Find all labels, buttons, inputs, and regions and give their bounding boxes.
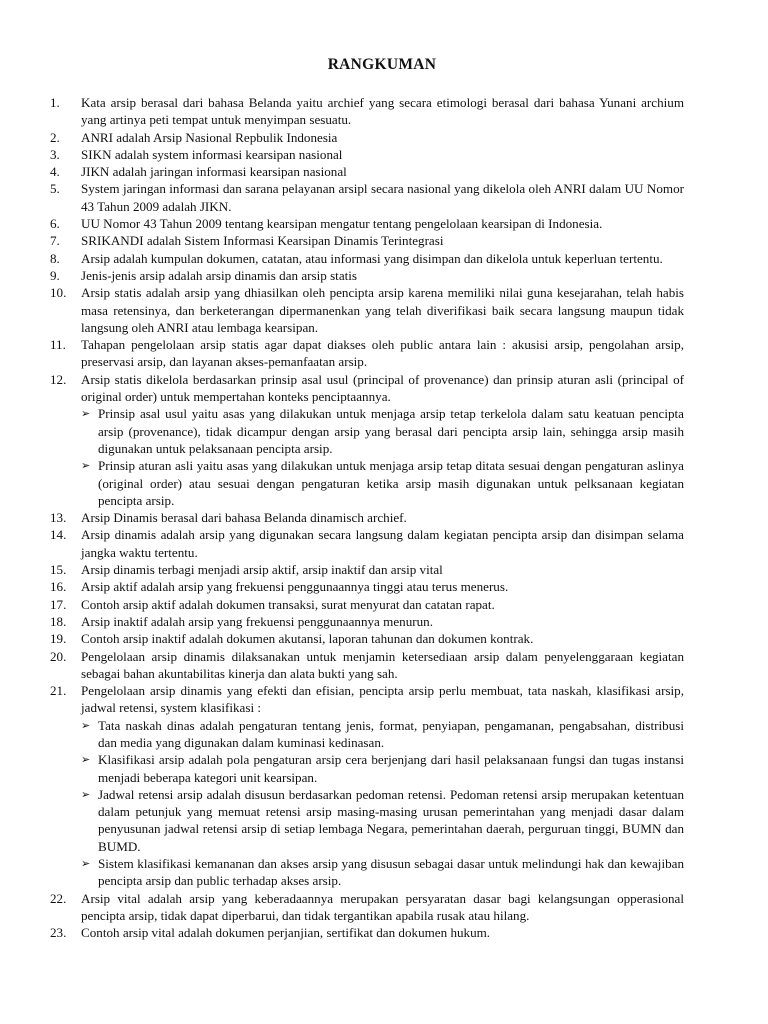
list-item-text: Arsip Dinamis berasal dari bahasa Belanda dinamisch archief. <box>81 510 407 526</box>
list-item-number: 11. <box>50 337 66 353</box>
list-item-text: JIKN adalah jaringan informasi kearsipan nasional <box>81 164 347 180</box>
list-item-text: Jenis-jenis arsip adalah arsip dinamis dan arsip statis <box>81 267 357 283</box>
list-item <box>50 146 684 163</box>
list-item-number: 15. <box>50 562 67 578</box>
sub-list-item-text: Sistem klasifikasi kemananan dan akses arsip yang disusun sebagai dasar untuk melindungi hak dan kewajiban pencipta arsip dan public terhadap akses arsip. <box>98 856 684 889</box>
sub-list-item <box>81 786 684 855</box>
list-item <box>50 924 684 941</box>
list-item-text: Arsip dinamis adalah arsip yang digunakan secara langsung dalam kegiatan pencipta arsip dan disimpan selama jangka waktu tertentu. <box>81 527 684 560</box>
list-item-number: 19. <box>50 631 67 647</box>
arrow-bullet-icon: ➢ <box>81 787 91 801</box>
list-item-number: 5. <box>50 181 60 197</box>
list-item-number: 2. <box>50 129 60 145</box>
list-item <box>50 630 684 647</box>
list-item-text: Arsip statis dikelola berdasarkan prinsip asal usul (principal of provenance) dan prinsip aturan asli (principal of original order) untuk mempertahan konteks penciptaannya. <box>81 371 684 405</box>
list-item <box>50 509 684 526</box>
list-item-number: 18. <box>50 613 67 629</box>
list-item-number: 4. <box>50 164 60 180</box>
list-item-number: 3. <box>50 146 60 162</box>
list-item-text: SIKN adalah system informasi kearsipan nasional <box>81 146 343 162</box>
list-item-text: Arsip inaktif adalah arsip yang frekuensi penggunaannya menurun. <box>81 613 433 629</box>
list-item <box>50 180 684 215</box>
list-item-text: Contoh arsip aktif adalah dokumen transaksi, surat menyurat dan catatan rapat. <box>81 596 495 612</box>
list-item <box>50 526 684 561</box>
list-item-text: ANRI adalah Arsip Nasional Repbulik Indonesia <box>81 129 338 145</box>
list-item-number: 8. <box>50 250 60 266</box>
list-item-text: Kata arsip berasal dari bahasa Belanda yaitu archief yang secara etimologi berasal dari bahasa Yunani archium yang artinya peti tempat untuk menyimpan sesuatu. <box>81 95 684 128</box>
sub-list-item-text: Tata naskah dinas adalah pengaturan tentang jenis, format, penyiapan, pengamanan, pengabsahan, distribusi dan media yang digunakan dalam kuminasi kedinasan. <box>98 717 684 750</box>
list-item-text: System jaringan informasi dan sarana pelayanan arsipl secara nasional yang dikelola oleh ANRI dalam UU Nomor 43 Tahun 2009 adalah JIKN. <box>81 181 684 214</box>
sub-list-item-text: Prinsip aturan asli yaitu asas yang dilakukan untuk menjaga arsip tetap ditata sesuai dengan pengaturan aslinya (original order) atau sesuai dengan pengaturan ketika arsip masih digunakan untuk pelksanaan kegiatan pencipta arsip. <box>98 458 684 508</box>
list-item-text: Arsip vital adalah arsip yang keberadaannya merupakan persyaratan dasar bagi kelangsungan opperasional pencipta arsip, tidak dapat diperbarui, dan tidak tergantikan apabila rusak atau hilang. <box>81 890 684 923</box>
list-item-number: 12. <box>50 371 67 387</box>
list-item-number: 16. <box>50 579 67 595</box>
list-item-number: 21. <box>50 683 67 699</box>
arrow-bullet-icon: ➢ <box>81 459 91 473</box>
arrow-bullet-icon: ➢ <box>81 407 91 421</box>
list-item-number: 20. <box>50 648 67 664</box>
arrow-bullet-icon: ➢ <box>81 753 91 767</box>
list-item <box>50 648 684 683</box>
list-item-number: 6. <box>50 216 60 232</box>
list-item <box>50 336 684 371</box>
page-title: RANGKUMAN <box>327 56 437 73</box>
list-item-number: 17. <box>50 596 67 612</box>
list-item <box>50 561 684 578</box>
list-item-text: UU Nomor 43 Tahun 2009 tentang kearsipan mengatur tentang pengelolaan kearsipan di Indonesia. <box>81 216 603 232</box>
list-item <box>50 284 684 336</box>
summary-list <box>50 94 684 942</box>
list-item-text: Pengelolaan arsip dinamis dilaksanakan untuk menjamin ketersediaan arsip dalam penyelenggaraan kegiatan sebagai bahan akuntabilitas kinerja dan alata bukti yang sah. <box>81 648 684 681</box>
list-item-number: 10. <box>50 285 67 301</box>
list-item <box>50 215 684 232</box>
list-item-text: Contoh arsip vital adalah dokumen perjanjian, sertifikat dan dokumen hukum. <box>81 925 491 941</box>
sub-list-item <box>81 751 684 786</box>
list-item-number: 7. <box>50 233 60 249</box>
list-item <box>50 371 684 509</box>
list-item-number: 14. <box>50 527 67 543</box>
sub-list-item-text: Jadwal retensi arsip adalah disusun berdasarkan pedoman retensi. Pedoman retensi arsip merupakan ketentuan dalam petunjuk yang memuat retensi arsip masing-masing urusan pemerintahan yang menjadi dasar dalam penyusunan jadwal retensi arsip di setiap lembaga Negara, pemerintahan daerah, perguruan tinggi, BUMN dan BUMD. <box>98 786 684 854</box>
sub-list-item <box>81 855 684 890</box>
list-item-text: Tahapan pengelolaan arsip statis agar dapat diakses oleh public antara lain : akusisi arsip, pengolahan arsip, preservasi arsip, dan layanan akses-pemanfaatan arsip. <box>81 337 684 370</box>
list-item-text: Arsip dinamis terbagi menjadi arsip aktif, arsip inaktif dan arsip vital <box>81 562 443 578</box>
list-item-text: Contoh arsip inaktif adalah dokumen akutansi, laporan tahunan dan dokumen kontrak. <box>81 631 534 647</box>
list-item <box>50 578 684 595</box>
list-item <box>50 890 684 925</box>
sub-list <box>81 405 684 509</box>
sub-list-item <box>81 457 684 509</box>
arrow-bullet-icon: ➢ <box>81 718 91 732</box>
list-item <box>50 267 684 284</box>
sub-list-item <box>81 405 684 457</box>
sub-list-item-text: Klasifikasi arsip adalah pola pengaturan arsip cera berjenjang dari hasil pelaksanaan fungsi dan tugas instansi menjadi beberapa kategori unit kearsipan. <box>98 752 684 785</box>
list-item <box>50 232 684 249</box>
sub-list <box>81 717 684 890</box>
list-item-text: Arsip adalah kumpulan dokumen, catatan, atau informasi yang disimpan dan dikelola untuk keperluan tertentu. <box>81 250 663 266</box>
arrow-bullet-icon: ➢ <box>81 857 91 871</box>
list-item-number: 13. <box>50 510 67 526</box>
list-item-number: 22. <box>50 890 67 906</box>
list-item-text: Pengelolaan arsip dinamis yang efekti dan efisian, pencipta arsip perlu membuat, tata naskah, klasifikasi arsip, jadwal retensi, system klasifikasi : <box>81 683 684 716</box>
list-item <box>50 94 684 129</box>
list-item-text: Arsip aktif adalah arsip yang frekuensi penggunaannya tinggi atau terus menerus. <box>81 579 509 595</box>
list-item <box>50 129 684 146</box>
list-item <box>50 250 684 267</box>
list-item-number: 9. <box>50 267 60 283</box>
list-item-number: 23. <box>50 925 67 941</box>
list-item-number: 1. <box>50 95 60 110</box>
list-item-text: SRIKANDI adalah Sistem Informasi Kearsipan Dinamis Terintegrasi <box>81 233 444 249</box>
list-item <box>50 596 684 613</box>
sub-list-item-text: Prinsip asal usul yaitu asas yang dilakukan untuk menjaga arsip tetap terkelola dalam satu keatuan pencipta arsip (provenance), tidak dicampur dengan arsip yang berasal dari pencipta arsip lain, sehingga arsip masih digunakan untuk pelaksanaan pencipta arsip. <box>98 406 684 456</box>
list-item <box>50 163 684 180</box>
list-item-text: Arsip statis adalah arsip yang dhiasilkan oleh pencipta arsip karena memiliki nilai guna kesejarahan, telah habis masa retensinya, dan berketerangan dipermanenkan yang telah diverifikasi baik secara langsung maupun tidak langsung oleh ANRI atau lembaga kearsipan. <box>81 285 684 335</box>
sub-list-item <box>81 717 684 752</box>
list-item <box>50 682 684 890</box>
list-item <box>50 613 684 630</box>
